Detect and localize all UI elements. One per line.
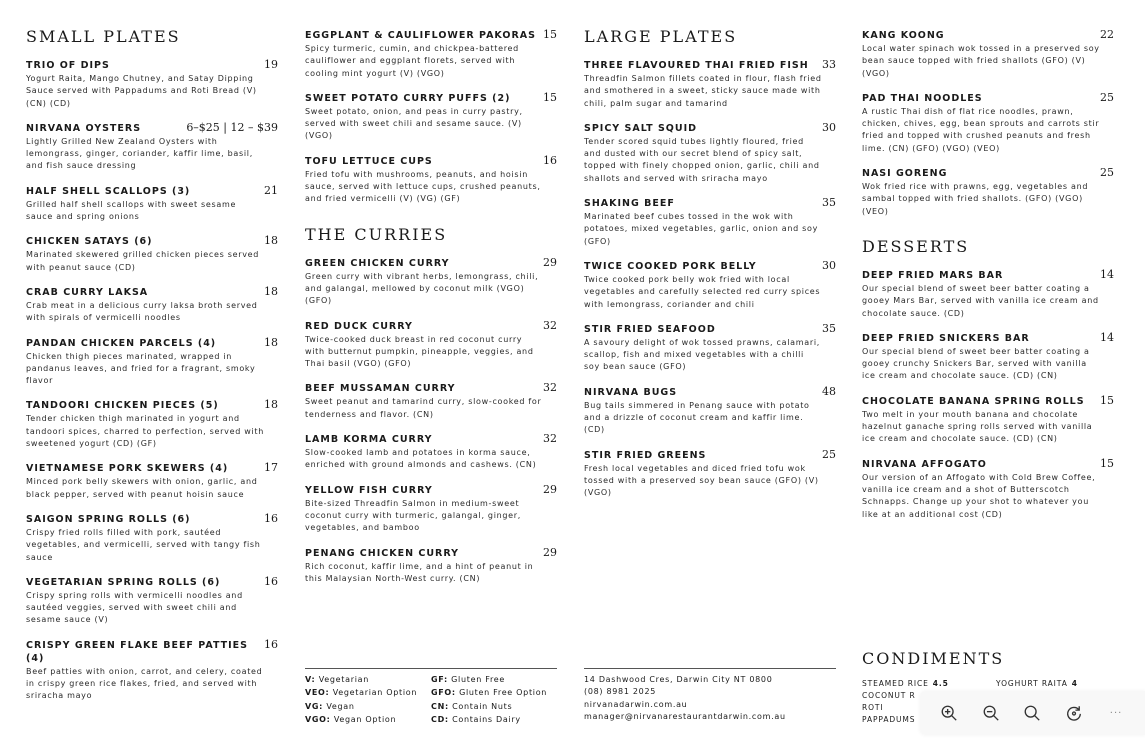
extra-large-plates-list [862,28,1114,218]
menu-item [26,638,278,703]
menu-item-price: 16 [264,511,278,525]
menu-item [26,336,278,388]
menu-item-name: STIR FRIED SEAFOOD [584,323,716,335]
menu-item-name: SHAKING BEEF [584,198,675,210]
menu-item [26,58,278,110]
menu-item-description: Lightly Grilled New Zealand Oysters with lemongrass, ginger, coriander, kaffir lime, basil, and fish sauce dressing [26,136,253,171]
legend-code: VG: [305,701,324,711]
menu-item-header [584,448,836,462]
menu-item-header [26,121,278,135]
menu-item-header [26,398,278,412]
menu-item-description: Local water spinach wok tossed in a preserved soy bean sauce topped with fried shallots (GFO) (V) (VGO) [862,44,1100,78]
legend-label: Vegetarian [318,675,369,684]
menu-item-header [26,461,278,475]
menu-item-header [584,196,836,210]
menu-item [584,385,836,437]
menu-item-header [305,483,557,497]
menu-item [26,184,278,224]
menu-item-name: BEEF MUSSAMAN CURRY [305,383,456,395]
menu-item-name: NASI GORENG [862,168,948,180]
legend-entry [305,701,431,713]
menu-item-price: 29 [543,255,557,269]
menu-item-price: 22 [1100,28,1114,41]
menu-item [305,154,557,206]
menu-item-price: 15 [1100,393,1114,407]
menu-item-header [26,285,278,299]
menu-item-description: Our version of an Affogato with Cold Brew Coffee, vanilla ice cream and a shot of Butterscotch Schnapps. Change up your shot to whatever you like at an additional cost (CD) [862,472,1096,519]
legend-label: Vegan Option [333,714,397,724]
condiment-name: PAPPADUMS [862,715,916,724]
zoom-in-button[interactable] [936,700,962,726]
menu-item [26,575,278,627]
menu-item-description: Yogurt Raita, Mango Chutney, and Satay Dipping Sauce served with Pappadums and Roti Bread (V) (CN) (CD) [26,74,257,108]
menu-item-name: VEGETARIAN SPRING ROLLS (6) [26,576,221,588]
menu-item-header [862,91,1114,105]
legend-label: Contain Nuts [452,701,513,711]
menu-item-price: 18 [264,398,278,412]
small-plates-list [26,58,278,703]
contact-address: 14 Dashwood Cres, Darwin City NT 0800 [584,675,773,684]
menu-item [584,58,836,110]
condiment-price: 4.5 [932,679,949,688]
menu-item [862,331,1114,383]
legend-entry [431,674,557,686]
menu-item [862,268,1114,320]
menu-item-header [862,268,1114,282]
legend-entry [431,701,557,713]
menu-item-name: DEEP FRIED MARS BAR [862,269,1004,281]
zoom-in-icon [940,704,958,722]
menu-item [305,546,557,586]
menu-item-description: Two melt in your mouth banana and chocolate hazelnut ganache spring rolls served with vanilla ice cream and chocolate sauce. (CD) (CN) [862,409,1093,444]
menu-item-name: VIETNAMESE PORK SKEWERS (4) [26,463,229,475]
menu-item [305,28,557,80]
legend-label: Gluten Free Option [459,688,548,698]
menu-item-price: 19 [264,58,278,71]
legend-label: Vegetarian Option [332,688,418,698]
menu-item-header [305,319,557,333]
menu-item-name: PENANG CHICKEN CURRY [305,547,460,559]
menu-item-header [26,234,278,248]
menu-item-header [305,432,557,446]
menu-item-description: Slow-cooked lamb and potatoes in korma sauce, enriched with ground almonds and cashews. (CN) [305,448,537,470]
menu-item-description: Minced pork belly skewers with onion, garlic, and black pepper, served with peanut hoisin sauce [26,477,258,499]
menu-item-description: Grilled half shell scallops with sweet sesame sauce and spring onions [26,199,237,222]
menu-item-description: Rich coconut, kaffir lime, and a hint of peanut in this Malaysian North-West curry. (CN) [305,561,534,583]
search-icon [1023,704,1041,722]
menu-item-description: Sweet potato, onion, and peas in curry pastry, served with sweet chili and sesame sauce. (V) (VGO) [305,106,523,141]
menu-item [305,432,557,472]
menu-item-price: 32 [543,432,557,446]
contact-email[interactable]: manager@nirvanarestaurantdarwin.com.au [584,711,786,721]
menu-item-header [26,638,278,665]
menu-item-description: A rustic Thai dish of flat rice noodles, prawn, chicken, chives, egg, bean sprouts and carrots stir fried and topped with crushed peanuts and fresh lime. (CN) (GFO) (VGO) (VEO) [862,106,1100,153]
menu-item-header [862,28,1114,42]
zoom-toolbar [920,691,1145,735]
menu-item-price: 21 [264,183,278,197]
contact-website[interactable]: nirvanadarwin.com.au [584,699,688,709]
menu-item [584,196,836,248]
menu-item-description: Spicy turmeric, cumin, and chickpea-battered cauliflower and eggplant florets, served with cooling mint yogurt (V) (VGO) [305,44,519,78]
menu-item-price: 18 [264,234,278,248]
menu-item-name: TRIO OF DIPS [26,60,110,71]
menu-item-description: A savoury delight of wok tossed prawns, calamari, scallop, fish and mixed vegetables with a chilli soy bean sauce (GFO) [584,337,821,372]
menu-item-name: THREE FLAVOURED THAI FRIED FISH [584,60,809,71]
menu-item-description: Green curry with vibrant herbs, lemongrass, chili, and galangal, mellowed by coconut milk (VGO) (GFO) [305,271,539,306]
menu-item-header [26,336,278,350]
zoom-out-icon [982,704,1000,722]
menu-item-name: CRAB CURRY LAKSA [26,286,149,298]
menu-item-price: 33 [822,58,836,71]
legend-code: GF: [431,675,448,684]
legend-entry [431,714,557,726]
menu-item-price: 32 [543,381,557,395]
legend-code: CD: [431,714,449,724]
menu-item [26,398,278,450]
menu-item-description: Fresh local vegetables and diced fried tofu wok tossed with a preserved soy bean sauce (GFO) (V) (VGO) [584,463,819,498]
contact-info [584,668,836,723]
search-button[interactable] [1019,700,1045,726]
menu-item-name: CRISPY GREEN FLAKE BEEF PATTIES (4) [26,639,248,664]
menu-item-description: Sweet peanut and tamarind curry, slow-cooked for tenderness and flavor. (CN) [305,397,542,419]
menu-item-name: GREEN CHICKEN CURRY [305,257,450,269]
menu-item-header [305,91,557,105]
menu-item-description: Crispy spring rolls with vermicelli noodles and sautéed veggies, served with sweet chili and sesame sauce (V) [26,590,243,625]
menu-item [584,448,836,500]
menu-item-name: SAIGON SPRING ROLLS (6) [26,513,191,525]
menu-item-description: Our special blend of sweet beer batter coating a gooey Mars Bar, served with vanilla ice cream and chocolate sauce. (CD) [862,283,1099,318]
legend-entry [431,687,557,699]
menu-item [305,319,557,371]
menu-item-header [584,58,836,72]
menu-item-header [26,184,278,198]
menu-item-name: LAMB KORMA CURRY [305,434,433,446]
extra-small-plates-list [305,28,557,206]
menu-item-price: 25 [1100,90,1114,104]
menu-item-price: 15 [543,28,557,41]
curries-list [305,256,557,585]
menu-item-header [305,381,557,395]
menu-item-header [584,121,836,135]
menu-item [26,461,278,501]
menu-item-name: EGGPLANT & CAULIFLOWER PAKORAS [305,30,536,41]
menu-item [26,285,278,325]
more-options-button[interactable]: ··· [1109,707,1123,719]
section-title-small-plates: SMALL PLATES [26,27,181,46]
menu-item-description: Twice cooked pork belly wok fried with local vegetables and carefully selected red curry spices with lemongrass, coriander and chili [584,274,821,309]
legend-entry [305,674,431,686]
menu-item [584,322,836,374]
menu-item-price: 30 [822,120,836,134]
menu-item-name: RED DUCK CURRY [305,320,413,332]
menu-item-name: KANG KOONG [862,30,945,41]
condiment-item [862,678,996,690]
menu-item-header [862,457,1114,471]
legend-code: CN: [431,701,449,711]
menu-item-price: 16 [264,637,278,651]
legend-entry [305,714,431,726]
condiment-price: 4 [1071,679,1078,688]
menu-item-price: 48 [822,384,836,398]
menu-item-name: SWEET POTATO CURRY PUFFS (2) [305,92,511,104]
menu-item-description: Crab meat in a delicious curry laksa broth served with spirals of vermicelli noodles [26,300,258,323]
menu-item-description: Bug tails simmered in Penang sauce with potato and a drizzle of coconut cream and kaffir lime. (CD) [584,400,810,435]
menu-item-description: Our special blend of sweet beer batter coating a gooey crunchy Snickers Bar, served with vanilla ice cream and chocolate sauce. (CD) (CN) [862,346,1090,381]
legend-code: GFO: [431,688,456,698]
menu-item-description: Fried tofu with mushrooms, peanuts, and hoisin sauce, served with lettuce cups, crushed peanuts, and fried vermicelli (V) (VG) (GF) [305,169,541,204]
rotate-icon [1065,704,1083,722]
menu-item-price: 15 [1100,456,1114,470]
menu-item-name: SPICY SALT SQUID [584,122,698,134]
menu-item-name: TWICE COOKED PORK BELLY [584,260,757,272]
menu-item-description: Crispy fried rolls filled with pork, sautéed vegetables, and vermicelli, served with tangy fish sauce [26,527,261,562]
menu-item-price: 17 [264,461,278,475]
section-title-large-plates: LARGE PLATES [584,27,738,46]
menu-item [26,121,278,173]
zoom-out-button[interactable] [978,700,1004,726]
menu-item-description: Twice-cooked duck breast in red coconut curry with butternut pumpkin, pineapple, veggies, and Thai basil (VGO) (GFO) [305,334,534,369]
menu-item-price: 25 [822,447,836,461]
legend-label: Vegan [326,701,355,711]
menu-item-price: 35 [822,196,836,210]
menu-item [862,457,1114,521]
menu-item [862,394,1114,446]
section-title-desserts: DESSERTS [862,236,970,256]
menu-item-price: 14 [1100,330,1114,344]
menu-item-description: Marinated skewered grilled chicken pieces served with peanut sauce (CD) [26,250,260,272]
large-plates-list [584,58,836,500]
menu-item-name: PANDAN CHICKEN PARCELS (4) [26,337,217,349]
menu-item-name: YELLOW FISH CURRY [305,484,433,496]
menu-item-header [26,575,278,589]
menu-item-price: 15 [543,90,557,104]
menu-item-header [305,28,557,42]
menu-item [862,28,1114,80]
menu-item [862,91,1114,155]
menu-item-name: TANDOORI CHICKEN PIECES (5) [26,400,219,412]
legend-code: V: [305,675,316,684]
menu-item-name: HALF SHELL SCALLOPS (3) [26,185,191,197]
menu-item-price: 14 [1100,267,1114,281]
menu-item-name: NIRVANA OYSTERS [26,122,142,134]
menu-item-description: Bite-sized Threadfin Salmon in medium-sweet coconut curry with turmeric, galangal, ginger, vegetables, and bamboo [305,498,522,533]
menu-item-description: Marinated beef cubes tossed in the wok with potatoes, mixed vegetables, garlic, onion and soy (GFO) [584,212,819,246]
desserts-list [862,268,1114,521]
condiment-name: YOGHURT RAITA [996,679,1068,688]
menu-item [305,91,557,143]
menu-item-description: Beef patties with onion, carrot, and celery, coated in crispy green rice flakes, fried, and served with sriracha mayo [26,666,263,701]
column-large-plates [584,28,836,511]
menu-item-header [305,546,557,560]
menu-item [584,121,836,185]
condiment-name: COCONUT R [862,691,916,700]
menu-item-price: 29 [543,482,557,496]
legend-code: VEO: [305,688,330,698]
menu-item-header [305,256,557,270]
condiment-item [996,678,1114,690]
menu-item-name: NIRVANA AFFOGATO [862,458,987,470]
menu-item [862,166,1114,218]
menu-item-header [862,166,1114,180]
menu-item-header [26,512,278,526]
menu-item-description: Threadfin Salmon fillets coated in flour, flash fried and smothered in a sweet, sticky sauce made with chili, palm sugar and tamarind [584,74,822,108]
legend-entry [305,687,431,699]
column-curries [305,28,557,596]
dietary-legend [305,668,557,726]
menu-item-price: 16 [543,153,557,167]
menu-item-price: 25 [1100,166,1114,180]
section-title-curries: THE CURRIES [305,224,448,244]
column-desserts [862,28,1114,532]
menu-item-name: CHOCOLATE BANANA SPRING ROLLS [862,395,1085,407]
condiment-name: STEAMED RICE [862,679,929,688]
menu-item-price: 29 [543,545,557,559]
menu-item-price: 30 [822,258,836,272]
menu-item-header [584,385,836,399]
rotate-button[interactable] [1061,700,1087,726]
menu-item-header [584,322,836,336]
menu-item-name: CHICKEN SATAYS (6) [26,236,153,248]
menu-item-name: PAD THAI NOODLES [862,92,983,104]
menu-item [584,259,836,311]
menu-item-description: Wok fried rice with prawns, egg, vegetables and sambal topped with fried shallots. (GFO) (VGO) (VEO) [862,182,1089,216]
menu-item-price: 18 [264,284,278,298]
menu-item-price: 18 [264,335,278,349]
contact-phone[interactable]: (08) 8981 2025 [584,687,657,697]
section-title-condiments: CONDIMENTS [862,649,1005,668]
menu-item-price: 6–$25 | 12 – $39 [186,120,278,134]
menu-item-name: DEEP FRIED SNICKERS BAR [862,332,1030,344]
legend-label: Gluten Free [451,675,505,684]
menu-item [26,234,278,274]
menu-item-name: STIR FRIED GREENS [584,449,707,461]
menu-item-header [584,259,836,273]
column-small-plates [26,28,278,714]
condiment-name: ROTI [862,703,884,712]
legend-label: Contains Dairy [452,714,521,724]
menu-item-header [862,331,1114,345]
menu-item-price: 35 [822,321,836,335]
menu-item-header [305,154,557,168]
legend-code: VGO: [305,714,331,724]
menu-item [305,483,557,535]
menu-item-description: Tender scored squid tubes lightly floured, fried and dusted with our secret blend of spicy salt, topped with finely chopped onion, garlic, chili and shallots and served with sriracha mayo [584,136,820,183]
menu-item-description: Chicken thigh pieces marinated, wrapped in pandanus leaves, and fried for a fragrant, smoky flavor [26,351,256,386]
menu-item [26,512,278,564]
menu-item-price: 16 [264,574,278,588]
menu-item-header [862,394,1114,408]
menu-item [305,381,557,421]
menu-item [305,256,557,308]
menu-item-description: Tender chicken thigh marinated in yogurt and tandoori spices, charred to perfection, served with sweetened yogurt (CD) (GF) [26,414,264,449]
menu-item-price: 32 [543,318,557,332]
menu-item-header [26,58,278,72]
menu-item-name: NIRVANA BUGS [584,386,678,398]
menu-item-name: TOFU LETTUCE CUPS [305,155,433,167]
